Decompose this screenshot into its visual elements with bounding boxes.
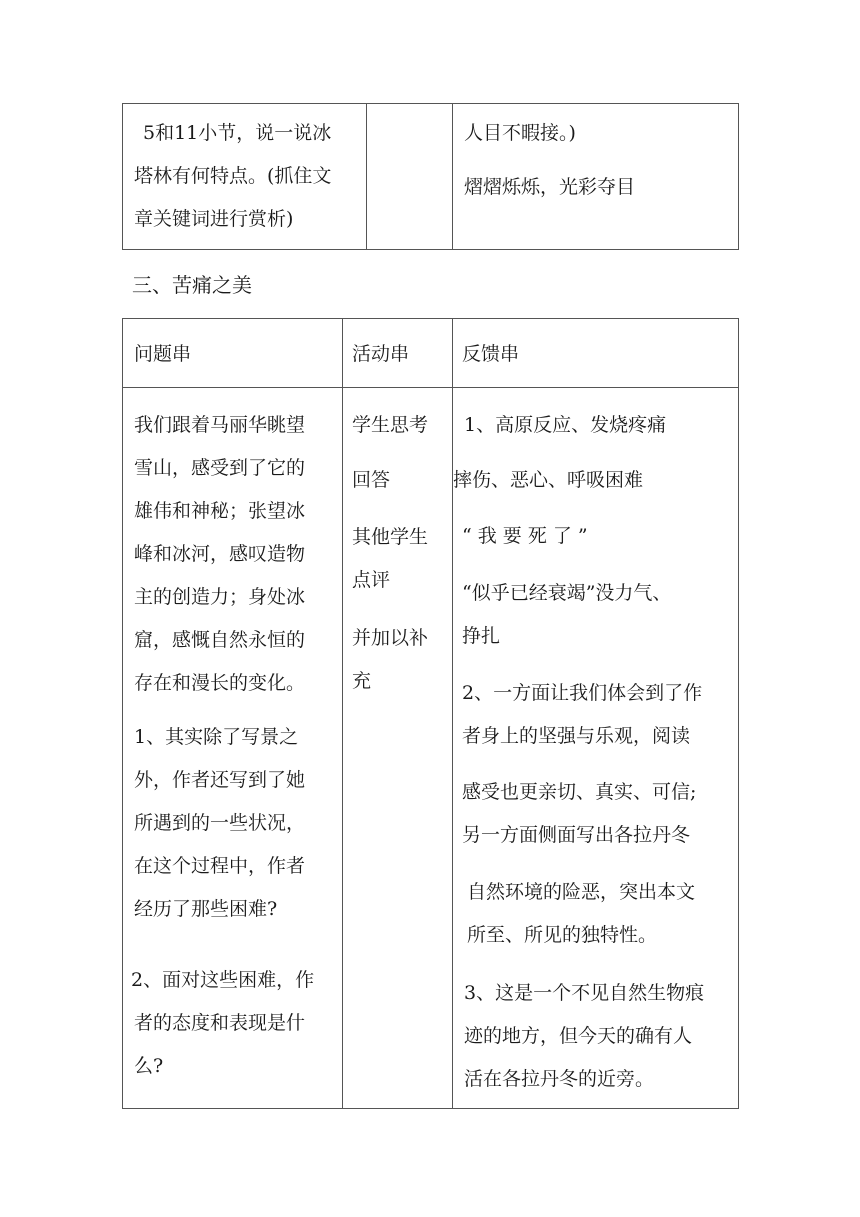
feedback-line: 1、高原反应、发烧疼痛 [464, 414, 667, 436]
question-line: 章关键词进行赏析) [134, 208, 294, 230]
activity-line: 点评 [352, 569, 391, 591]
question-line: 在这个过程中，作者 [134, 855, 306, 877]
section-heading: 三、苦痛之美 [132, 273, 252, 297]
feedback-line: 迹的地方，但今天的确有人 [464, 1025, 693, 1047]
header-activity: 活动串 [352, 343, 410, 365]
activity-line: 学生思考 [352, 414, 429, 436]
feedback-line: 者身上的坚强与乐观，阅读 [462, 725, 691, 747]
question-line: 雪山，感受到了它的 [134, 457, 306, 479]
feedback-cell [453, 388, 739, 1109]
activity-cell [343, 388, 453, 1109]
activity-line: 其他学生 [352, 526, 429, 548]
question-line: 者的态度和表现是什 [134, 1012, 306, 1034]
feedback-line: 3、这是一个不见自然生物痕 [464, 982, 705, 1004]
feedback-cell [453, 104, 739, 250]
question-line: 存在和漫长的变化。 [134, 672, 306, 694]
content-row [123, 388, 739, 1109]
activity-line: 充 [352, 670, 372, 692]
question-cell [123, 388, 343, 1109]
feedback-line: 2、一方面让我们体会到了作 [462, 682, 703, 704]
activity-cell [367, 104, 453, 250]
question-line: 所遇到的一些状况， [134, 812, 306, 834]
feedback-line: 感受也更亲切、真实、可信; [462, 781, 697, 803]
feedback-line: “ 我 要 死 了 ” [462, 525, 588, 547]
activity-line: 并加以补 [352, 627, 429, 649]
feedback-line: 挣扎 [462, 625, 501, 647]
question-line: 雄伟和神秘；张望冰 [134, 500, 306, 522]
question-line: 峰和冰河，感叹造物 [134, 543, 306, 565]
feedback-line: 熠熠烁烁，光彩夺目 [464, 176, 636, 198]
question-cell [123, 104, 367, 250]
feedback-line: 自然环境的险恶，突出本文 [467, 881, 696, 903]
header-feedback: 反馈串 [462, 343, 520, 365]
question-line: 1、其实除了写景之 [134, 726, 299, 748]
question-line: 我们跟着马丽华眺望 [134, 414, 306, 436]
question-line: 塔林有何特点。(抓住文 [134, 165, 332, 187]
feedback-line: 摔伤、恶心、呼吸困难 [453, 469, 644, 491]
feedback-line: 另一方面侧面写出各拉丹冬 [462, 824, 691, 846]
feedback-line: “似乎已经衰竭”没力气、 [462, 582, 672, 604]
lesson-table [122, 318, 739, 1109]
question-line: 主的创造力；身处冰 [134, 586, 306, 608]
question-line: 窟，感慨自然永恒的 [134, 629, 306, 651]
feedback-line: 所至、所见的独特性。 [467, 924, 658, 946]
question-line: 外，作者还写到了她 [134, 769, 306, 791]
continuation-table [122, 103, 739, 250]
feedback-line: 人目不暇接。) [464, 122, 576, 144]
header-question: 问题串 [134, 343, 192, 365]
header-row [123, 319, 739, 388]
feedback-line: 活在各拉丹冬的近旁。 [464, 1068, 655, 1090]
question-line: 2、面对这些困难，作 [131, 969, 315, 991]
header-cell [343, 319, 453, 388]
header-cell [123, 319, 343, 388]
activity-line: 回答 [352, 469, 391, 491]
question-line: 么? [134, 1055, 164, 1077]
header-cell [453, 319, 739, 388]
question-line: 5和11小节，说一说冰 [143, 122, 332, 144]
question-line: 经历了那些困难? [134, 898, 278, 920]
